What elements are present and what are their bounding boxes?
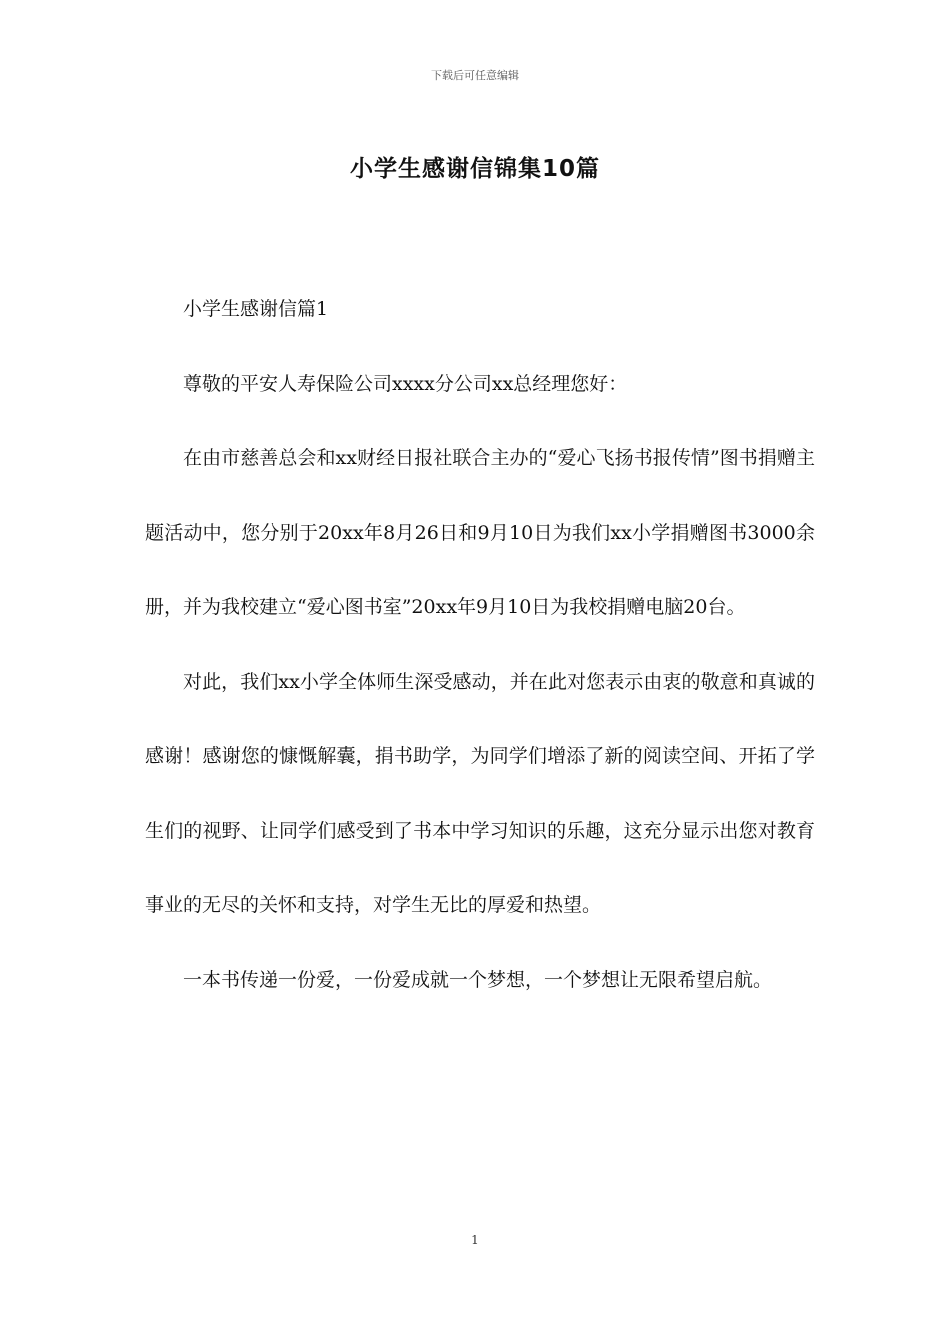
document-title: 小学生感谢信锦集10篇 — [349, 156, 600, 182]
document-body — [145, 272, 815, 1017]
body-paragraph: 在由市慈善总会和xx财经日报社联合主办的“爱心飞扬书报传情”图书捐赠主题活动中，您分别于20xx年8月26日和9月10日为我们xx小学捐赠图书3000余册，并为我校建立“爱心图书室”20xx年9月10日为我校捐赠电脑20台。 — [145, 447, 815, 618]
section-heading: 小学生感谢信篇1 — [183, 298, 329, 320]
header-note: 下载后可任意编辑 — [431, 69, 519, 82]
salutation-paragraph: 尊敬的平安人寿保险公司xxxx分公司xx总经理您好： — [183, 372, 628, 395]
body-paragraph: 一本书传递一份爱，一份爱成就一个梦想，一个梦想让无限希望启航。 — [183, 968, 773, 991]
body-paragraph: 对此，我们xx小学全体师生深受感动，并在此对您表示由衷的敬意和真诚的感谢！感谢您的慷慨解囊，捐书助学，为同学们增添了新的阅读空间、开拓了学生们的视野、让同学们感受到了书本中学习知识的乐趣，这充分显示出您对教育事业的无尽的关怀和支持，对学生无比的厚爱和热望。 — [145, 670, 815, 916]
page-number: 1 — [471, 1233, 479, 1247]
